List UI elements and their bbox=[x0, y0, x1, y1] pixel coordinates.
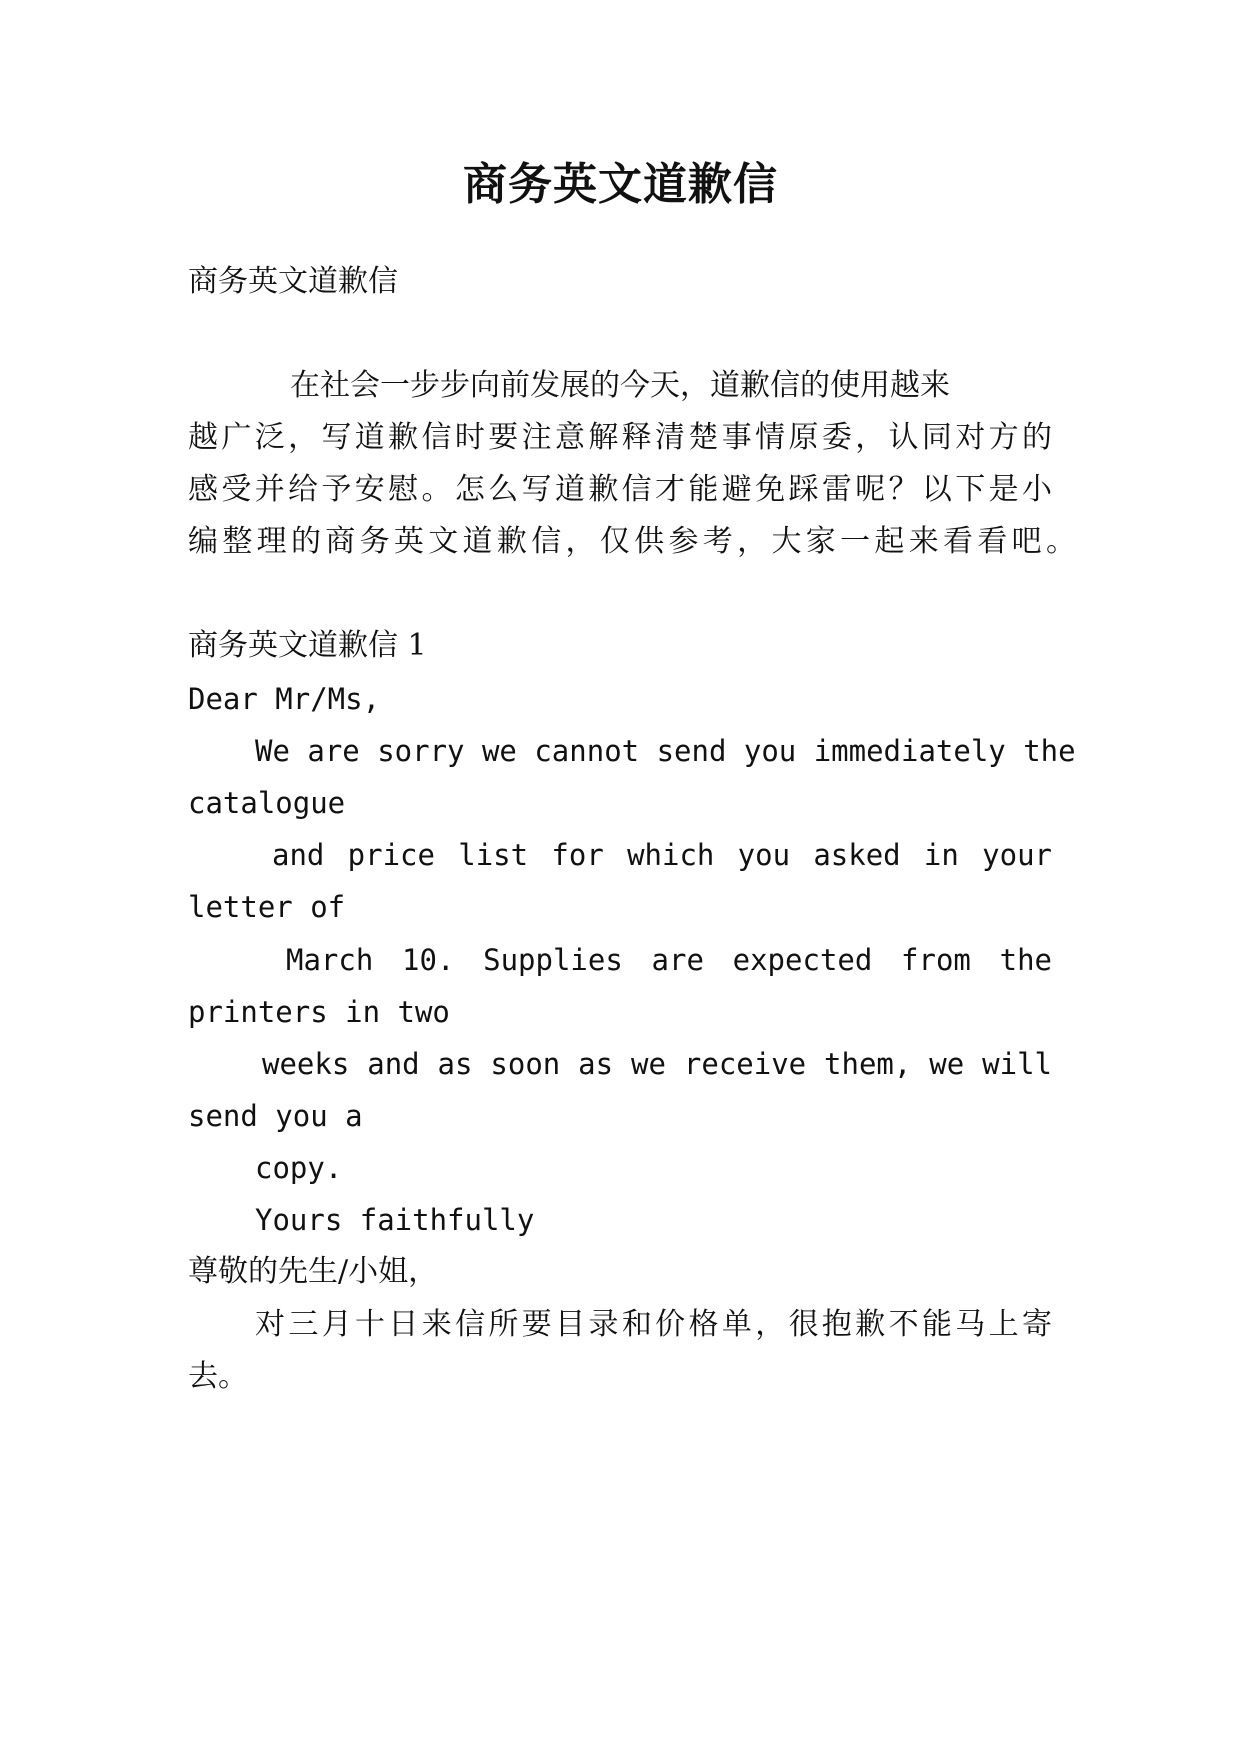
intro-line-1: 在社会一步步向前发展的今天，道歉信的使用越来 bbox=[290, 368, 950, 403]
section-heading: 商务英文道歉信 1 bbox=[188, 628, 427, 663]
letter-line-4-cont: send you a bbox=[188, 1099, 363, 1133]
letter-line-3: March 10. Supplies are expected from the bbox=[286, 943, 1052, 977]
letter-line-2-cont: letter of bbox=[188, 890, 346, 924]
letter-line-1: We are sorry we cannot send you immediately the bbox=[255, 734, 1076, 768]
letter-line-4: weeks and as soon as we receive them, we will bbox=[262, 1047, 1052, 1081]
letter-salutation: Dear Mr/Ms, bbox=[188, 682, 381, 716]
letter-cn-salutation: 尊敬的先生/小姐， bbox=[188, 1254, 439, 1289]
letter-line-2: and price list for which you asked in your bbox=[272, 838, 1052, 872]
letter-cn-line-1: 对三月十日来信所要目录和价格单，很抱歉不能马上寄 bbox=[255, 1307, 1052, 1342]
intro-line-4: 编整理的商务英文道歉信，仅供参考，大家一起来看看吧。 bbox=[188, 524, 1076, 559]
letter-line-5: copy. bbox=[255, 1151, 343, 1185]
page-title: 商务英文道歉信 bbox=[463, 159, 778, 210]
intro-line-2: 越广泛，写道歉信时要注意解释清楚事情原委，认同对方的 bbox=[188, 420, 1052, 455]
letter-closing: Yours faithfully bbox=[255, 1203, 535, 1237]
letter-line-3-cont: printers in two bbox=[188, 995, 450, 1029]
document-subtitle: 商务英文道歉信 bbox=[188, 264, 398, 299]
letter-line-1-cont: catalogue bbox=[188, 786, 346, 820]
intro-line-3: 感受并给予安慰。怎么写道歉信才能避免踩雷呢？以下是小 bbox=[188, 472, 1052, 507]
letter-cn-line-1-cont: 去。 bbox=[188, 1359, 248, 1394]
